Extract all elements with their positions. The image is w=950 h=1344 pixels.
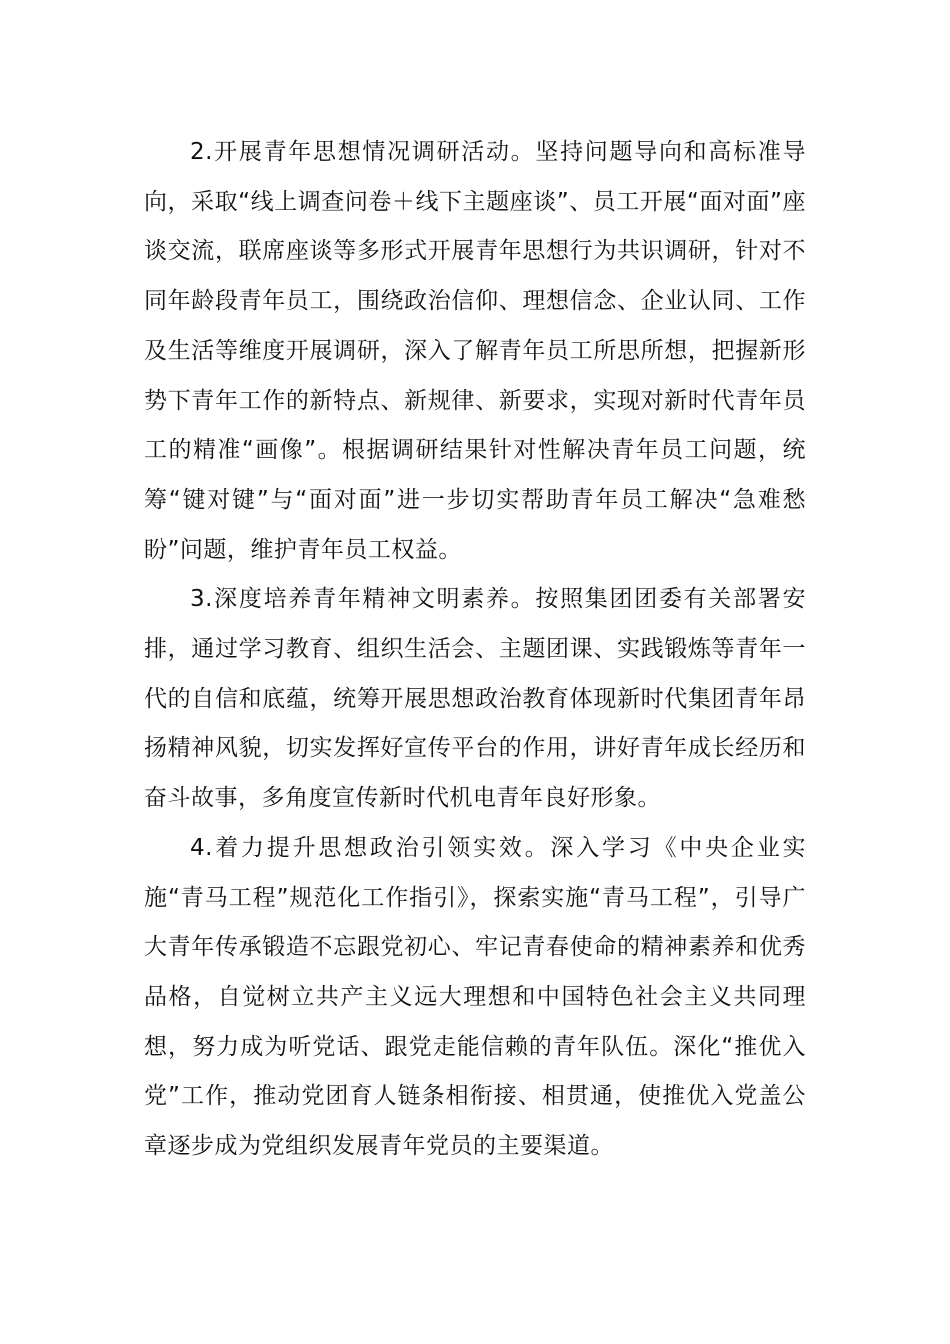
document-body — [144, 128, 806, 1172]
paragraph-spiritual-civilization: 3.深度培养青年精神文明素养。按照集团团委有关部署安排，通过学习教育、组织生活会、主题团课、实践锻炼等青年一代的自信和底蕴，统筹开展思想政治教育体现新时代集团青年昂扬精神风貌，切实发挥好宣传平台的作用，讲好青年成长经历和奋斗故事，多角度宣传新时代机电青年良好形象。 — [144, 586, 806, 812]
paragraph-political-guidance: 4.着力提升思想政治引领实效。深入学习《中央企业实施“青马工程”规范化工作指引》，探索实施“青马工程”，引导广大青年传承锻造不忘跟党初心、牢记青春使命的精神素养和优秀品格，自觉树立共产主义远大理想和中国特色社会主义共同理想，努力成为听党话、跟党走能信赖的青年队伍。深化“推优入党”工作，推动党团育人链条相衔接、相贯通，使推优入党盖公章逐步成为党组织发展青年党员的主要渠道。 — [144, 834, 806, 1160]
paragraph-research-activity: 2.开展青年思想情况调研活动。坚持问题导向和高标准导向，采取“线上调查问卷＋线下主题座谈”、员工开展“面对面”座谈交流，联席座谈等多形式开展青年思想行为共识调研，针对不同年龄段青年员工，围绕政治信仰、理想信念、企业认同、工作及生活等维度开展调研，深入了解青年员工所思所想，把握新形势下青年工作的新特点、新规律、新要求，实现对新时代青年员工的精准“画像”。根据调研结果针对性解决青年员工问题，统筹“键对键”与“面对面”进一步切实帮助青年员工解决“急难愁盼”问题，维护青年员工权益。 — [144, 139, 806, 563]
